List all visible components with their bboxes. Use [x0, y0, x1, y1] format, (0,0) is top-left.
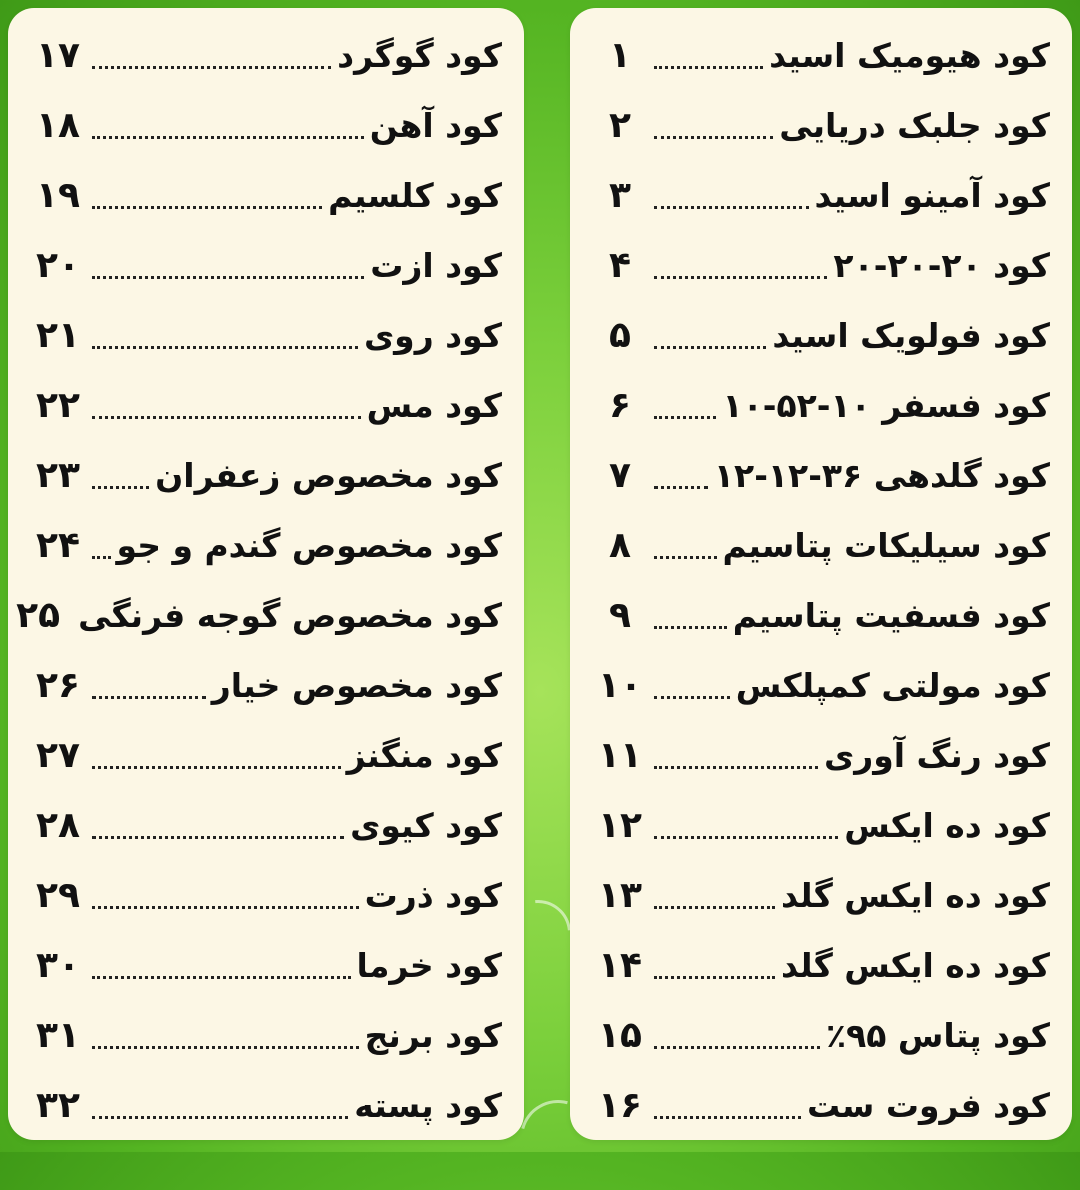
- item-label: کود هیومیک اسید: [769, 35, 1050, 75]
- list-item: [592, 230, 1050, 300]
- dot-leader: [92, 836, 344, 839]
- item-number: ۳: [609, 174, 631, 216]
- list-item: [592, 510, 1050, 580]
- item-number: ۲۹: [36, 874, 80, 916]
- item-number: ۲: [609, 104, 631, 146]
- list-item: [30, 230, 502, 300]
- dot-leader: [654, 1116, 801, 1119]
- item-number: ۳۱: [36, 1014, 80, 1056]
- dot-leader: [654, 416, 716, 419]
- item-number: ۱۰: [598, 664, 642, 706]
- list-item: [592, 1070, 1050, 1140]
- list-item: [30, 440, 502, 510]
- dot-leader: [92, 136, 364, 139]
- item-label: کود فروت ست: [807, 1085, 1050, 1125]
- item-number: ۱۶: [598, 1084, 642, 1126]
- item-number: ۱۲: [598, 804, 642, 846]
- dot-leader: [654, 1046, 820, 1049]
- list-item: [592, 300, 1050, 370]
- list-item: [30, 790, 502, 860]
- item-label: کود کیوی: [350, 805, 502, 845]
- dot-leader: [92, 976, 351, 979]
- item-label: کود آهن: [369, 105, 502, 145]
- dot-leader: [92, 766, 341, 769]
- list-item: [592, 370, 1050, 440]
- item-label: کود مولتی کمپلکس: [735, 665, 1050, 705]
- dot-leader: [92, 906, 359, 909]
- item-number: ۶: [609, 384, 631, 426]
- item-number: ۱۳: [598, 874, 642, 916]
- item-label: کود فولویک اسید: [772, 315, 1050, 355]
- right-list-panel: [570, 8, 1072, 1140]
- item-number: ۲۴: [36, 524, 80, 566]
- item-number: ۹: [609, 594, 631, 636]
- dot-leader: [654, 66, 763, 69]
- dot-leader: [92, 696, 206, 699]
- dot-leader: [654, 626, 727, 629]
- item-label: کود روی: [363, 315, 502, 355]
- list-item: [30, 300, 502, 370]
- list-item: [592, 720, 1050, 790]
- item-label: کود مخصوص گوجه فرنگی: [78, 595, 502, 635]
- dot-leader: [654, 346, 766, 349]
- item-label: کود سیلیکات پتاسیم: [722, 525, 1050, 565]
- item-label: کود مخصوص گندم و جو: [116, 525, 502, 565]
- dot-leader: [92, 276, 364, 279]
- list-item: [16, 580, 502, 650]
- list-item: [592, 860, 1050, 930]
- item-number: ۲۲: [36, 384, 80, 426]
- item-label: کود گوگرد: [337, 35, 502, 75]
- item-label: کود برنج: [364, 1015, 502, 1055]
- dot-leader: [92, 206, 322, 209]
- item-label: کود مخصوص خیار: [211, 665, 502, 705]
- item-label: کود پسته: [354, 1085, 502, 1125]
- item-number: ۱۸: [36, 104, 80, 146]
- dot-leader: [654, 766, 818, 769]
- list-item: [30, 860, 502, 930]
- item-number: ۱۹: [36, 174, 80, 216]
- item-label: کود گلدهی ۳۶-۱۲-۱۲: [713, 455, 1050, 495]
- dot-leader: [654, 276, 827, 279]
- item-label: کود پتاس ۹۵٪: [825, 1015, 1050, 1055]
- dot-leader: [654, 836, 838, 839]
- item-label: کود مخصوص زعفران: [155, 455, 502, 495]
- list-item: [30, 1070, 502, 1140]
- item-number: ۲۶: [36, 664, 80, 706]
- dot-leader: [92, 486, 149, 489]
- item-label: کود کلسیم: [328, 175, 502, 215]
- item-number: ۲۵: [16, 594, 61, 636]
- dot-leader: [654, 556, 717, 559]
- item-number: ۵: [609, 314, 631, 356]
- item-number: ۲۰: [36, 244, 80, 286]
- item-number: ۲۸: [36, 804, 80, 846]
- dot-leader: [654, 486, 708, 489]
- list-item: [30, 20, 502, 90]
- list-item: [592, 1000, 1050, 1070]
- item-label: کود ده ایکس گلد: [781, 945, 1050, 985]
- list-item: [30, 370, 502, 440]
- list-item: [592, 160, 1050, 230]
- item-number: ۳۰: [36, 944, 80, 986]
- item-label: کود جلبک دریایی: [779, 105, 1050, 145]
- list-item: [30, 720, 502, 790]
- item-number: ۲۱: [36, 314, 80, 356]
- item-number: ۲۷: [36, 734, 80, 776]
- dot-leader: [92, 346, 358, 349]
- dot-leader: [92, 1046, 359, 1049]
- dot-leader: [654, 976, 775, 979]
- item-label: کود ذرت: [364, 875, 502, 915]
- list-item: [592, 650, 1050, 720]
- dot-leader: [654, 696, 730, 699]
- list-item: [30, 1000, 502, 1070]
- item-label: کود ازت: [370, 245, 502, 285]
- list-item: [592, 790, 1050, 860]
- dot-leader: [654, 136, 773, 139]
- dot-leader: [92, 556, 111, 559]
- list-item: [592, 930, 1050, 1000]
- item-label: کود منگنز: [346, 735, 502, 775]
- list-item: [592, 580, 1050, 650]
- item-number: ۱۵: [598, 1014, 642, 1056]
- list-item: [30, 930, 502, 1000]
- item-label: کود آمینو اسید: [814, 175, 1050, 215]
- item-number: ۲۳: [36, 454, 80, 496]
- dot-leader: [92, 1116, 348, 1119]
- left-list-panel: [8, 8, 524, 1140]
- list-item: [30, 510, 502, 580]
- item-label: کود رنگ آوری: [823, 735, 1050, 775]
- list-item: [30, 160, 502, 230]
- item-number: ۱۷: [36, 34, 80, 76]
- dot-leader: [92, 66, 331, 69]
- item-number: ۸: [609, 524, 631, 566]
- dot-leader: [654, 206, 809, 209]
- item-label: کود ۲۰-۲۰-۲۰: [833, 245, 1050, 285]
- list-item: [30, 650, 502, 720]
- item-label: کود مس: [366, 385, 502, 425]
- item-number: ۱۱: [598, 734, 642, 776]
- item-number: ۷: [609, 454, 631, 496]
- item-label: کود خرما: [356, 945, 502, 985]
- dot-leader: [92, 416, 361, 419]
- item-number: ۴: [609, 244, 631, 286]
- list-item: [30, 90, 502, 160]
- item-label: کود فسفیت پتاسیم: [732, 595, 1050, 635]
- item-number: ۳۲: [36, 1084, 80, 1126]
- item-label: کود ده ایکس گلد: [781, 875, 1050, 915]
- list-item: [592, 90, 1050, 160]
- item-number: ۱: [609, 34, 631, 76]
- item-label: کود فسفر ۱۰-۵۲-۱۰: [722, 385, 1050, 425]
- item-label: کود ده ایکس: [844, 805, 1050, 845]
- dot-leader: [654, 906, 775, 909]
- item-number: ۱۴: [598, 944, 642, 986]
- list-item: [592, 20, 1050, 90]
- list-item: [592, 440, 1050, 510]
